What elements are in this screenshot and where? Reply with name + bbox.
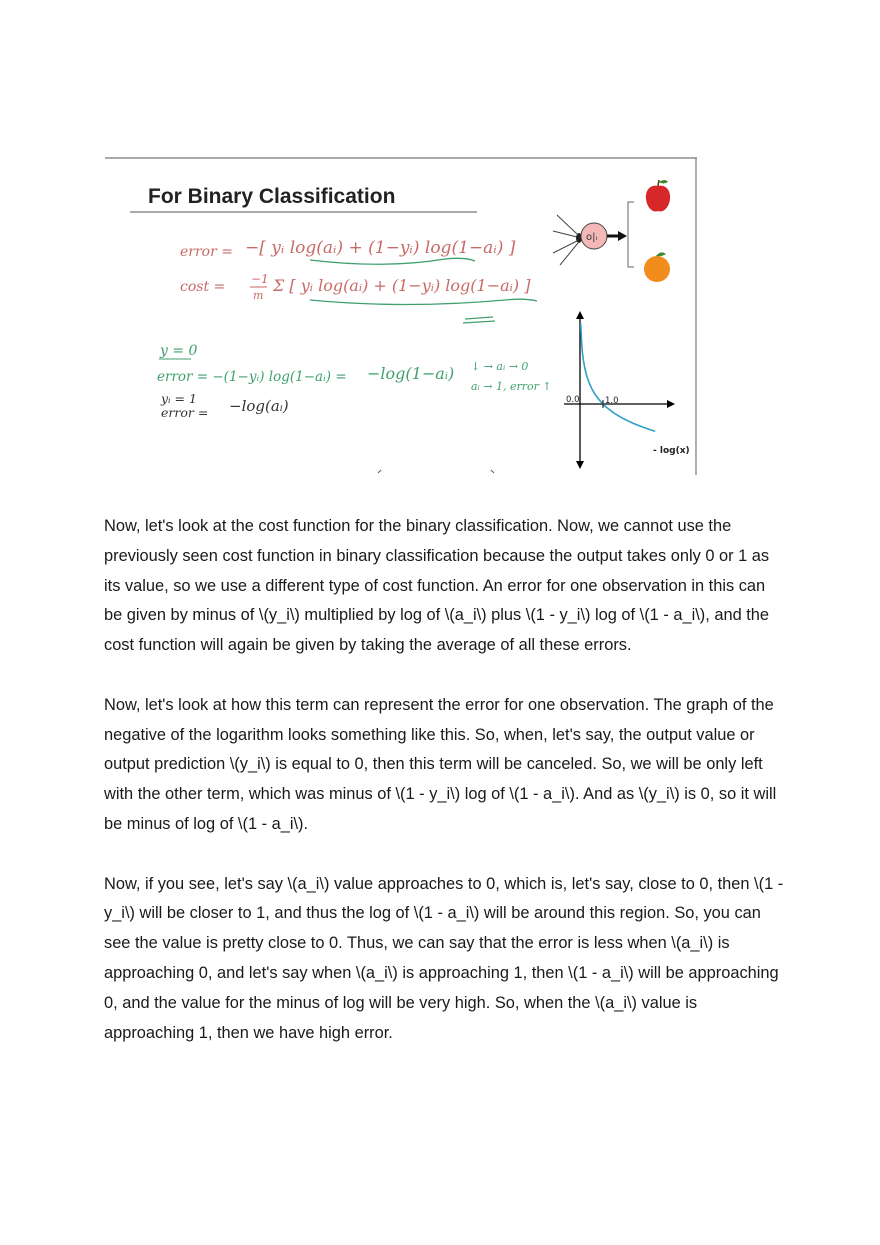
neuron-input-3 xyxy=(553,241,577,253)
slide-title: For Binary Classification xyxy=(148,185,396,208)
cost-eq-frac-num: −1 xyxy=(251,272,269,286)
graph-y-arrow-down xyxy=(576,461,584,469)
paragraph-error-representation: Now, let's look at how this term can represent the error for one observation. The graph of the negative of the logarithm looks something like this. So, when, let's say, the output value or output prediction \(y_i\) is equal to 0, then this term will be canceled. So, we will be only left with the other term, which was minus of \(1 - y_i\) log of \(1 - a_i\). And as \(y_i\) is 0, so it will be minus of log of \(1 - a_i\). xyxy=(104,695,777,833)
case1-result: −log(aᵢ) xyxy=(229,397,289,415)
case0-label: y = 0 xyxy=(160,343,198,359)
neg-log-graph xyxy=(564,311,690,469)
graph-tick-1: 1.0 xyxy=(605,396,619,406)
green-mark-2 xyxy=(463,321,495,323)
neuron-input-4 xyxy=(560,243,578,265)
case0-result: −log(1−aᵢ) xyxy=(367,364,455,383)
orange-icon xyxy=(644,252,670,282)
stray-mark-2 xyxy=(491,470,494,473)
error-eq-body: −[ yᵢ log(aᵢ) + (1−yᵢ) log(1−aᵢ) ] xyxy=(245,238,516,258)
cost-eq-label: cost = xyxy=(180,279,226,295)
neg-log-curve xyxy=(581,323,656,431)
neuron-label: o|ᵢ xyxy=(586,232,598,243)
paragraph-error-behavior: Now, if you see, let's say \(a_i\) value approaches to 0, which is, let's say, close to 0, then \(1 - y_i\) will be closer to 1, and thus the log of \(1 - a_i\) will be around this region. So, you can see the value is pretty close to 0. Thus, we can say that the error is less when \(a_i\) is approaching 0, and let's say when \(a_i\) is approaching 1, then \(1 - a_i\) will be approaching 0, and the value for the minus of log will be very high. So, when the \(a_i\) value is approaching 1, then we have high error. xyxy=(104,874,784,1042)
graph-y-arrow-up xyxy=(576,311,584,319)
cost-eq-body: Σ [ yᵢ log(aᵢ) + (1−yᵢ) log(1−aᵢ) ] xyxy=(273,276,531,295)
lecture-slide-figure xyxy=(105,157,697,475)
neuron-input-2 xyxy=(553,231,577,237)
neuron-diagram xyxy=(553,180,670,282)
body-text xyxy=(104,512,784,1078)
error-eq-label: error = xyxy=(180,244,233,260)
arrow-right-icon xyxy=(607,231,627,241)
neuron-input-1 xyxy=(557,215,577,234)
green-mark-1 xyxy=(465,317,493,319)
graph-curve-label: - log(x) xyxy=(653,446,690,456)
paragraph-cost-function: Now, let's look at the cost function for the binary classification. Now, we cannot use the previously seen cost function in binary classification because the output takes only 0 or 1 as its value, so we use a different type of cost function. An error for one observation in this can be given by minus of \(y_i\) multiplied by log of \(a_i\) plus \(1 - y_i\) log of \(1 - a_i\), and the cost function will again be given by taking the average of all these errors. xyxy=(104,517,770,655)
output-bracket xyxy=(628,202,634,267)
error-eq-underline xyxy=(310,258,475,264)
graph-x-arrow xyxy=(667,400,675,408)
case0-error: error = −(1−yᵢ) log(1−aᵢ) = xyxy=(157,369,347,385)
graph-tick-0: 0.0 xyxy=(566,395,580,405)
cost-eq-underline xyxy=(310,299,537,304)
case0-note-1: ↓ → aᵢ → 0 xyxy=(471,360,529,373)
case0-note-2: aᵢ → 1, error ↑ xyxy=(471,380,552,393)
cost-eq-frac-den: m xyxy=(253,289,264,302)
apple-icon xyxy=(646,180,670,211)
case1-label-a: yᵢ = 1 xyxy=(161,391,197,406)
stray-mark-1 xyxy=(378,470,381,473)
case1-label-b: error = xyxy=(161,405,209,420)
